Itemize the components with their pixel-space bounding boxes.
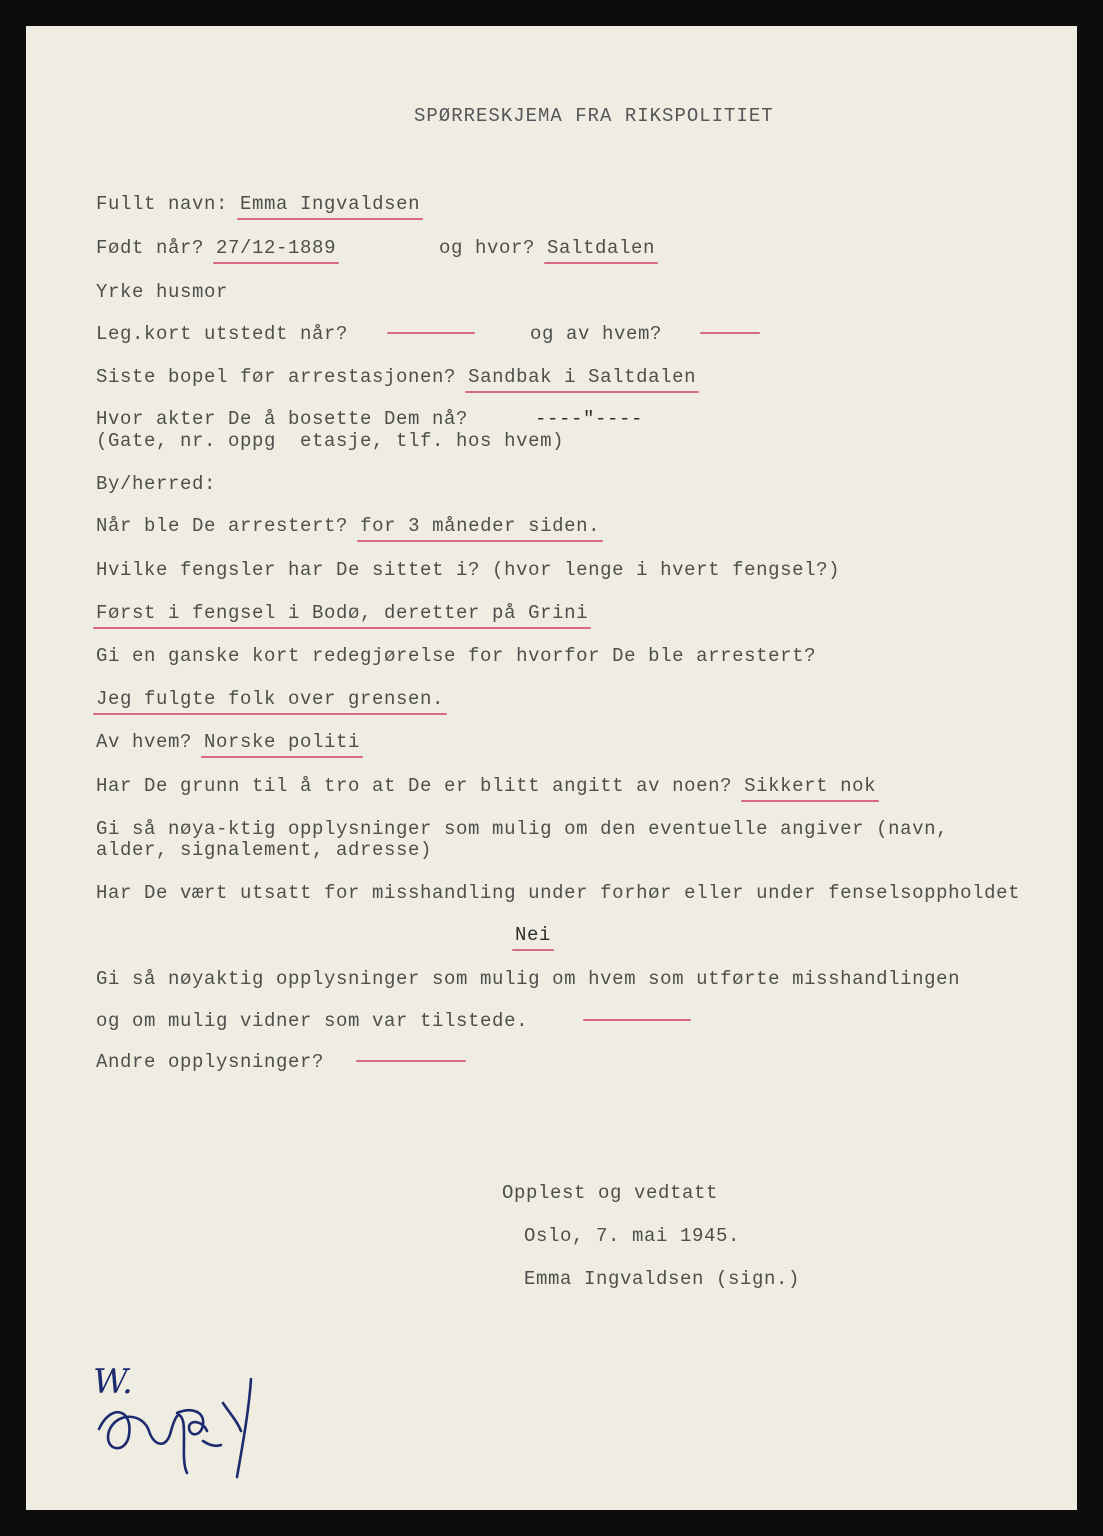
id-card-by-dash [700, 332, 760, 334]
born-where-line [439, 236, 655, 260]
born-where-value: Saltdalen [547, 237, 656, 259]
town-label: By/herred: [96, 473, 217, 495]
informer-suspected-value: Sikkert nok [744, 775, 877, 797]
handwritten-signature [91, 1351, 291, 1486]
closing-place-date: Oslo, 7. mai 1945. [524, 1225, 741, 1247]
informer-details-label-1: Gi så nøya-ktig opplysninger som mulig om den eventuelle angiver (navn, [96, 818, 949, 840]
informer-suspected-label: Har De grunn til å tro at De er blitt angitt av noen? [96, 775, 733, 797]
last-residence-line [96, 365, 696, 389]
closing-read-approved: Opplest og vedtatt [502, 1182, 719, 1204]
informer-details-label-2: alder, signalement, adresse) [96, 839, 433, 861]
full-name-line [96, 192, 420, 216]
document-page [26, 26, 1077, 1510]
mistreatment-details-label-1: Gi så nøyaktig opplysninger som mulig om hvem som utførte misshandlingen [96, 968, 961, 990]
reason-value-line [96, 687, 444, 711]
born-where-label: og hvor? [439, 237, 536, 259]
arrested-when-value: for 3 måneder siden. [360, 515, 601, 537]
prisons-value-line [96, 601, 588, 625]
form-title: SPØRRESKJEMA FRA RIKSPOLITIET [414, 105, 774, 127]
mistreatment-details-label-2: og om mulig vidner som var tilstede. [96, 1010, 529, 1032]
prisons-value: Først i fengsel i Bodø, deretter på Grini [96, 602, 589, 624]
mistreatment-label: Har De vært utsatt for misshandling under forhør eller under fenselsoppholdet [96, 882, 1021, 904]
arrested-by-line [96, 730, 360, 754]
born-when-line [96, 236, 336, 260]
occupation-line [96, 280, 228, 304]
arrested-by-value: Norske politi [204, 731, 361, 753]
settle-where-value: ----"---- [535, 408, 644, 430]
last-residence-label: Siste bopel før arrestasjonen? [96, 366, 457, 388]
id-card-when-dash [387, 332, 475, 334]
arrested-when-label: Når ble De arrestert? [96, 515, 349, 537]
prisons-label: Hvilke fengsler har De sittet i? (hvor lenge i hvert fengsel?) [96, 559, 841, 581]
born-when-value: 27/12-1889 [216, 237, 337, 259]
signature-initial: W. [93, 1362, 133, 1402]
full-name-value: Emma Ingvaldsen [240, 193, 421, 215]
mistreatment-value: Nei [515, 924, 552, 946]
id-card-by-label: og av hvem? [530, 323, 663, 345]
informer-suspected-line [96, 774, 876, 798]
arrested-when-line [96, 514, 600, 538]
id-card-when-label: Leg.kort utstedt når? [96, 323, 349, 345]
settle-where-hint: (Gate, nr. oppg etasje, tlf. hos hvem) [96, 430, 565, 452]
other-info-label: Andre opplysninger? [96, 1051, 325, 1073]
occupation-value: husmor [156, 281, 229, 303]
full-name-label: Fullt navn: [96, 193, 229, 215]
settle-where-label: Hvor akter De å bosette Dem nå? [96, 408, 469, 430]
closing-signed-name: Emma Ingvaldsen (sign.) [524, 1268, 801, 1290]
reason-label: Gi en ganske kort redegjørelse for hvorfor De ble arrestert? [96, 645, 817, 667]
occupation-label: Yrke [96, 281, 145, 303]
mistreatment-details-dash [583, 1019, 691, 1021]
reason-value: Jeg fulgte folk over grensen. [96, 688, 445, 710]
mistreatment-value-line [515, 923, 551, 947]
arrested-by-label: Av hvem? [96, 731, 193, 753]
last-residence-value: Sandbak i Saltdalen [468, 366, 697, 388]
other-info-dash [356, 1060, 466, 1062]
born-when-label: Født når? [96, 237, 205, 259]
